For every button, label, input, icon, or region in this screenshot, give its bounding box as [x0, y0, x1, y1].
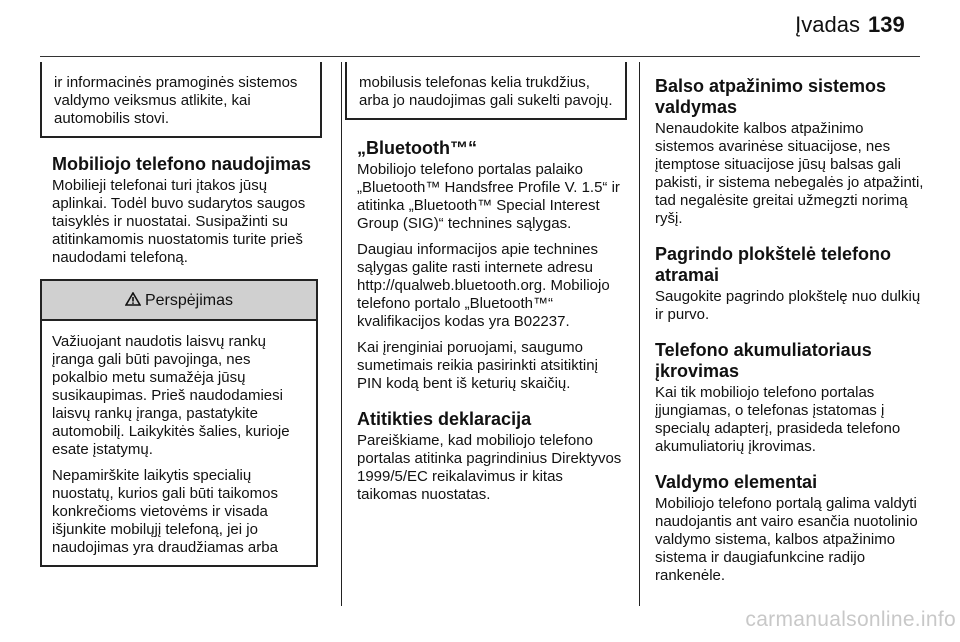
- column-right: [655, 62, 925, 593]
- warning-text: Važiuojant naudotis laisvų rankų įranga gali būti pavojinga, nes pokalbio metu sumažėja jūsų susikaupimas. Prieš naudodamiesi laisvų rankų įranga, pastatykite automobilį. Laikykitės šalies, kurioje esate įstatymų.: [52, 333, 290, 458]
- warning-body: [42, 321, 316, 565]
- warning-text: Nepamirškite laikytis specialių nuostatų, kurios gali būti taikomos konkrečioms vietovėms ir visada išjunkite mobilųjį telefoną, jei jo naudojimas yra draudžiamas arba: [52, 467, 278, 556]
- warning-continuation-box: [40, 62, 322, 138]
- watermark: carmanualsonline.info: [745, 608, 956, 631]
- section-text-charging: Kai tik mobiliojo telefono portalas įjungiamas, o telefonas įstatomas į specialų adapterį, prasideda telefono akumuliatorių įkrovimas.: [655, 384, 901, 455]
- warning-continuation-box: [345, 62, 627, 120]
- section-title-mobile-phone: Mobiliojo telefono naudojimas: [52, 154, 311, 174]
- section-title-controls: Valdymo elementai: [655, 472, 818, 492]
- section-text-controls: Mobiliojo telefono portalą galima valdyti naudojantis ant vairo esančia nuotolinio valdymo sistema, kalbos atpažinimo sistema ir daugiafunkcine radijo rankenėle.: [655, 495, 918, 584]
- warning-title: Perspėjimas: [144, 292, 234, 309]
- section-title-conformity: Atitikties deklaracija: [357, 409, 532, 429]
- section-text-mobile-phone: Mobilieji telefonai turi įtakos jūsų aplinkai. Todėl buvo sudarytos saugos taisyklės ir nuostatai. Susipažinti su atitinkamomis nuostatomis turite prieš naudodami telefoną.: [52, 177, 306, 266]
- section-text-voice: Nenaudokite kalbos atpažinimo sistemos avarinėse situacijose, nes įtemptose situacijose jūsų balsas gali pakisti, ir sistema nebegalės jo atpažinti, tad negalėsite greitai užmegzti norimą ryšį.: [655, 120, 924, 227]
- section-title-base-plate: Pagrindo plokštelė telefono atramai: [655, 244, 892, 285]
- warning-triangle-icon: [125, 281, 141, 319]
- page-number: 139: [868, 12, 905, 37]
- warning-continuation-text: ir informacinės pramoginės sistemos valdymo veiksmus atlikite, kai automobilis stovi.: [54, 74, 298, 127]
- page-header-title: Įvadas: [795, 12, 860, 37]
- warning-header: [42, 279, 316, 321]
- header-rule: [40, 56, 920, 57]
- column-divider: [639, 62, 640, 606]
- section-text-conformity: Pareiškiame, kad mobiliojo telefono portalas atitinka pagrindinius Direktyvos 1999/5/EC reikalavimus ir kitas taikomas nuostatas.: [357, 432, 622, 503]
- column-divider: [341, 62, 342, 606]
- section-title-voice: Balso atpažinimo sistemos valdymas: [655, 76, 887, 117]
- section-text-bluetooth: Daugiau informacijos apie technines sąlygas galite rasti internete adresu http://qualweb.bluetooth.org. Mobiliojo telefono portalo „Bluetooth™“ kvalifikacijos kodas yra B02237.: [357, 241, 610, 330]
- section-title-charging: Telefono akumuliatoriaus įkrovimas: [655, 340, 872, 381]
- column-middle: [357, 62, 627, 512]
- warning-box: [40, 279, 318, 567]
- column-left: [52, 62, 322, 567]
- section-text-bluetooth: Kai įrenginiai poruojami, saugumo sumetimais reikia pasirinkti atsitiktinį PIN kodą bent iš keturių skaičių.: [357, 339, 598, 392]
- section-title-bluetooth: „Bluetooth™“: [357, 138, 477, 158]
- warning-continuation-text: mobilusis telefonas kelia trukdžius, arba jo naudojimas gali sukelti pavojų.: [359, 74, 613, 109]
- section-text-bluetooth: Mobiliojo telefono portalas palaiko „Bluetooth™ Handsfree Profile V. 1.5“ ir atitinka „Bluetooth™ Special Interest Group (SIG)“ technines sąlygas.: [357, 161, 620, 232]
- section-text-base-plate: Saugokite pagrindo plokštelę nuo dulkių ir purvo.: [655, 288, 921, 323]
